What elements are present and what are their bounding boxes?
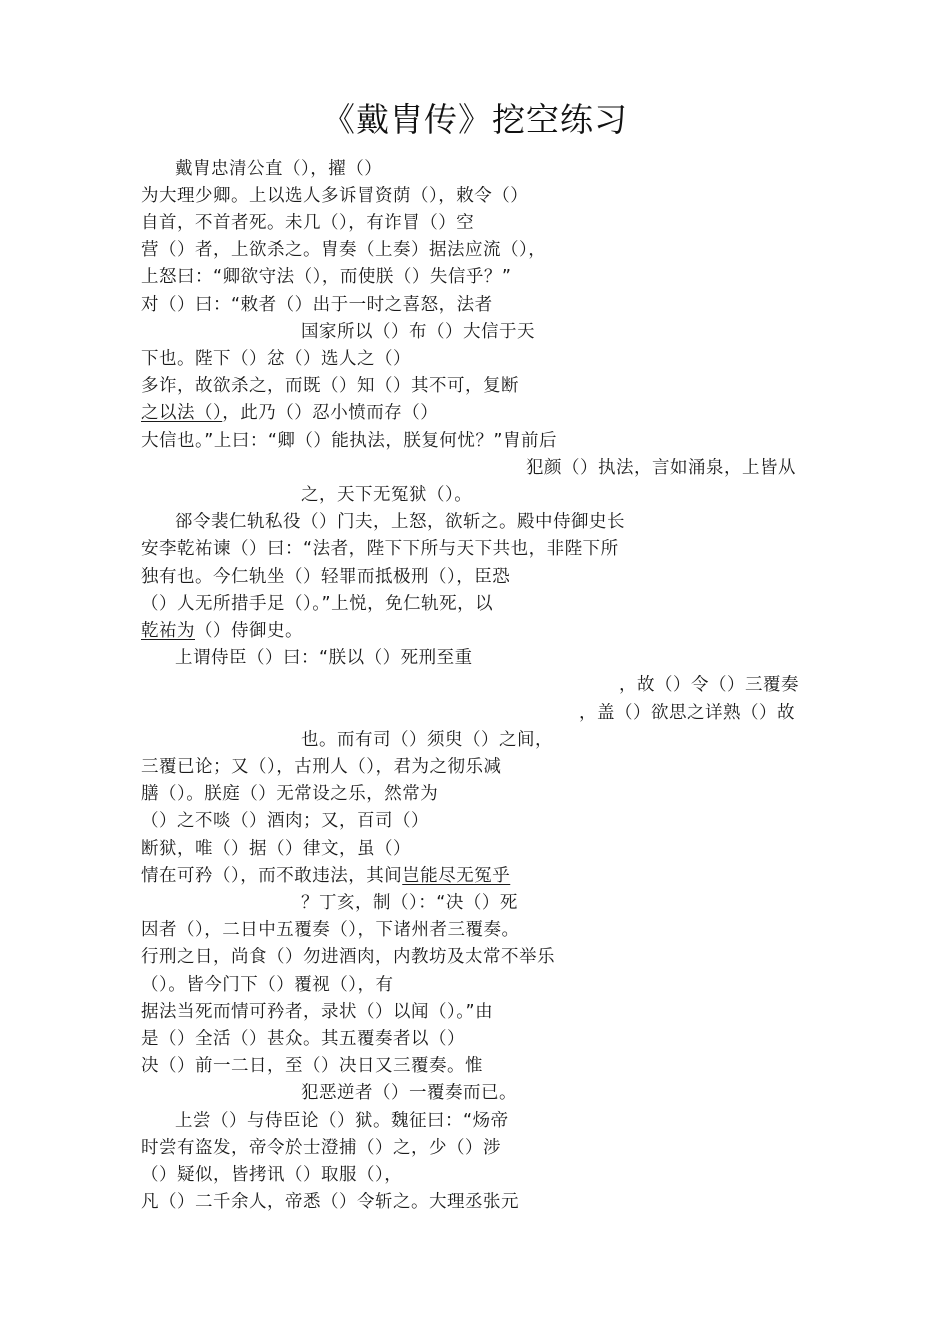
text-line: 是（）全活（）甚众。其五覆奏者以（）: [141, 1029, 465, 1049]
underlined-phrase: 之以法（）: [141, 403, 223, 423]
text-line: ，故（）令（）三覆奏: [619, 675, 799, 695]
text-line: ，盖（）欲思之详熟（）故: [579, 703, 795, 723]
text-line: 凡（）二千余人，帝悉（）令斩之。大理丞张元: [141, 1192, 519, 1212]
text-line: 独有也。今仁轨坐（）轻罪而抵极刑（），臣恐: [141, 567, 511, 587]
text-line: （）。皆今门下（）覆视（），有: [141, 975, 394, 995]
document-title: 《戴胄传》挖空练习: [322, 100, 628, 139]
text-line: 乾祐为（）侍御史。: [141, 621, 303, 641]
underlined-phrase: 乾祐为: [141, 621, 195, 641]
text-line: 郤令裴仁轨私役（）门夫，上怒，欲斩之。殿中侍御史长: [175, 512, 625, 532]
text-line: 行刑之日，尚食（）勿进酒肉，内教坊及太常不举乐: [141, 947, 555, 967]
text-line: ？丁亥，制（）：“决（）死: [301, 893, 518, 913]
text-line: 情在可矜（），而不敢违法，其间岂能尽无冤乎: [141, 866, 511, 886]
text-line: 时尝有盗发，帝令於士澄捕（）之，少（）涉: [141, 1138, 501, 1158]
text-line: 犯恶逆者（）一覆奏而已。: [301, 1083, 517, 1103]
text-line: 多诈，故欲杀之，而既（）知（）其不可，复断: [141, 376, 519, 396]
text-line: 国家所以（）布（）大信于天: [301, 322, 535, 342]
text-line: 自首，不首者死。未几（），有诈冒（）空: [141, 213, 475, 233]
text-line: 之，天下无冤狱（）。: [301, 485, 473, 505]
text-line: 三覆已论；又（），古刑人（），君为之彻乐减: [141, 757, 502, 777]
text-line: 安李乾祐谏（）曰：“法者，陛下下所与天下共也，非陛下所: [141, 539, 619, 559]
text-line: 也。而有司（）须臾（）之间，: [301, 730, 553, 750]
text-line: 对（）曰：“敕者（）出于一时之喜怒，法者: [141, 295, 493, 315]
text-line: 因者（），二日中五覆奏（），下诸州者三覆奏。: [141, 920, 520, 940]
text-line: （）人无所措手足（）。”上悦，免仁轨死，以: [141, 594, 494, 614]
text-line: 为大理少卿。上以选人多诉冒资荫（），敕令（）: [141, 186, 529, 206]
text-line: 决（）前一二日，至（）决日又三覆奏。惟: [141, 1056, 483, 1076]
text-line: 断狱，唯（）据（）律文，虽（）: [141, 839, 411, 859]
text-line: 上怒曰：“卿欲守法（），而使朕（）失信乎？”: [141, 267, 512, 287]
text-line: 据法当死而情可矜者，录状（）以闻（）。”由: [141, 1002, 494, 1022]
text-line: 大信也。”上曰：“卿（）能执法，朕复何忧？”胄前后: [141, 431, 557, 451]
text-line: 犯颜（）执法，言如涌泉，上皆从: [526, 458, 796, 478]
text-line: 之以法（），此乃（）忍小愤而存（）: [141, 403, 439, 423]
text-line: 膳（）。朕庭（）无常设之乐，然常为: [141, 784, 439, 804]
text-line: 上谓侍臣（）曰：“朕以（）死刑至重: [175, 648, 473, 668]
underlined-phrase: 岂能尽无冤乎: [402, 866, 511, 886]
text-line: 下也。陛下（）忿（）选人之（）: [141, 349, 411, 369]
text-line: 营（）者，上欲杀之。胄奏（上奏）据法应流（），: [141, 240, 547, 260]
text-line: 戴胄忠清公直（），擢（）: [175, 159, 383, 179]
text-line: （）之不啖（）酒肉；又，百司（）: [141, 811, 429, 831]
text-line: （）疑似，皆拷讯（）取服（），: [141, 1165, 403, 1185]
text-line: 上尝（）与侍臣论（）狱。魏征曰：“炀帝: [175, 1111, 509, 1131]
